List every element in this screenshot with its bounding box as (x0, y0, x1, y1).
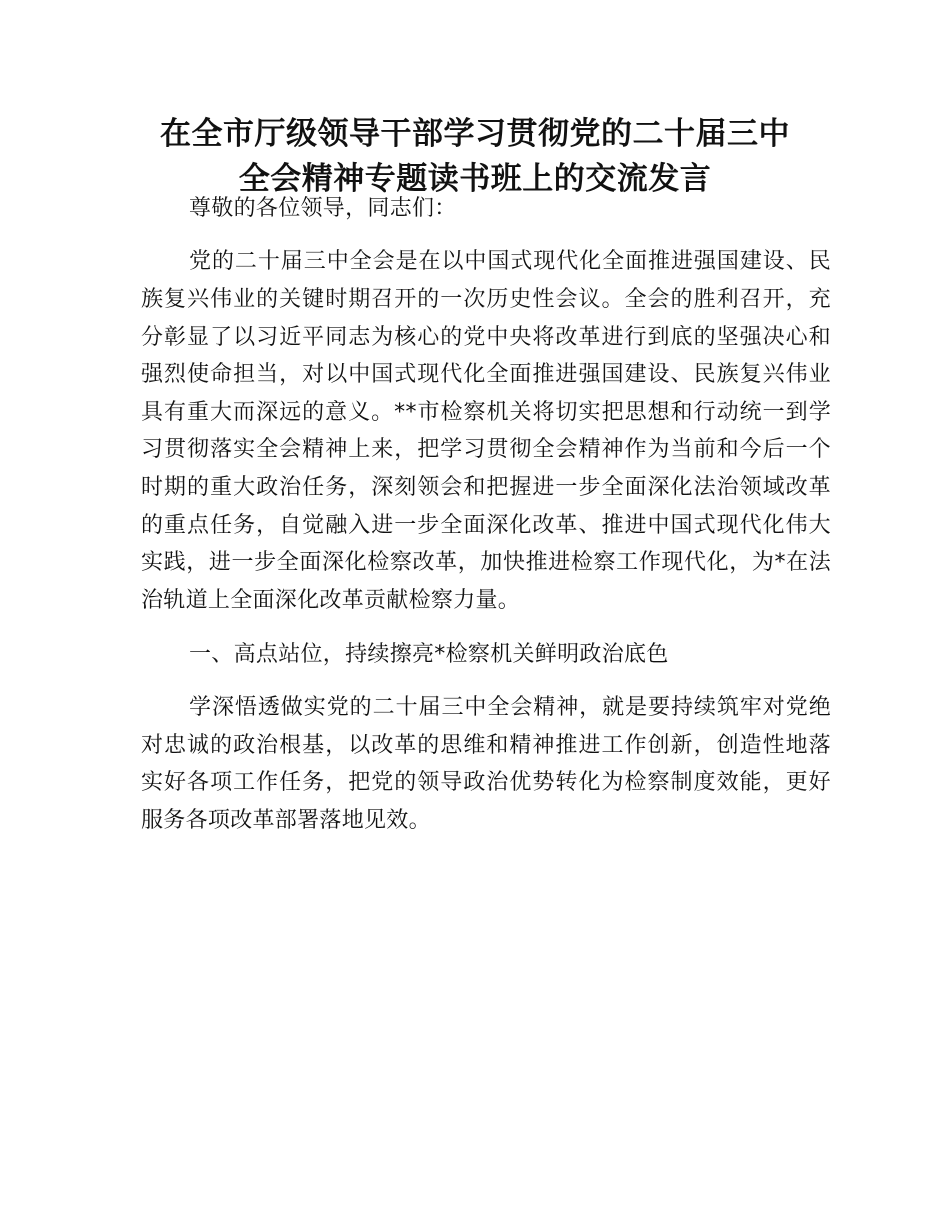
title-line-2: 全会精神专题读书班上的交流发言 (238, 161, 712, 197)
salutation: 尊敬的各位领导，同志们： (189, 196, 457, 221)
paragraph-intro: 党的二十届三中全会是在以中国式现代化全面推进强国建设、民族复兴伟业的关键时期召开的一次历史性会议。全会的胜利召开，充分彰显了以习近平同志为核心的党中央将改革进行到底的坚强决心和强烈使命担当，对以中国式现代化全面推进强国建设、民族复兴伟业具有重大而深远的意义。**市检察机关将切实把思想和行动统一到学习贯彻落实全会精神上来，把学习贯彻全会精神作为当前和今后一个时期的重大政治任务，深刻领会和把握进一步全面深化法治领域改革的重点任务，自觉融入进一步全面深化改革、推进中国式现代化伟大实践，进一步全面深化检察改革，加快推进检察工作现代化，为*在法治轨道上全面深化改革贡献检察力量。 (141, 249, 831, 613)
paragraph-section-1: 学深悟透做实党的二十届三中全会精神，就是要持续筑牢对党绝对忠诚的政治根基，以改革的思维和精神推进工作创新，创造性地落实好各项工作任务，把党的领导政治优势转化为检察制度效能，更好服务各项改革部署落地见效。 (141, 695, 831, 834)
title-line-1: 在全市厅级领导干部学习贯彻党的二十届三中 (160, 116, 790, 152)
section-heading-1: 一、高点站位，持续擦亮*检察机关鲜明政治底色 (189, 641, 669, 667)
document-title (120, 112, 830, 202)
document-body (141, 190, 831, 856)
